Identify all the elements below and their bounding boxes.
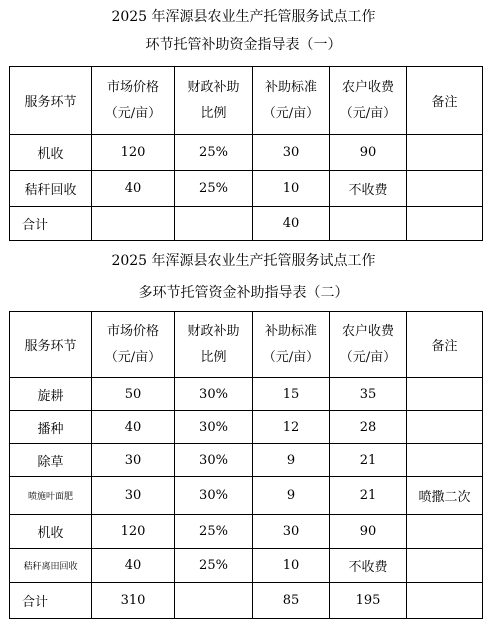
cell-remark: [407, 135, 483, 171]
table2-title-line2: 多环节托管资金补助指导表（二）: [138, 285, 349, 301]
cell-ratio: 30%: [175, 477, 253, 515]
cell-price: 120: [92, 515, 175, 549]
header-farmer-fee: 农户收费 （元/亩）: [330, 312, 407, 378]
table-row: [10, 444, 483, 477]
cell-ratio: 30%: [175, 378, 253, 411]
cell-fee: 90: [330, 515, 407, 549]
cell-standard: 85: [253, 583, 330, 619]
cell-standard: 30: [253, 515, 330, 549]
cell-standard: 30: [253, 135, 330, 171]
cell-price: 40: [92, 411, 175, 444]
cell-price: 40: [92, 549, 175, 583]
cell-standard: 10: [253, 171, 330, 207]
cell-ratio: 30%: [175, 411, 253, 444]
header-subsidy-ratio: 财政补助 比例: [175, 312, 253, 378]
cell-remark: [407, 411, 483, 444]
cell-standard: 12: [253, 411, 330, 444]
table2-total-row: [10, 583, 483, 619]
cell-remark: [407, 515, 483, 549]
cell-service: 机收: [10, 515, 92, 549]
table-row: [10, 378, 483, 411]
cell-service: 合计: [10, 207, 92, 241]
cell-price: 120: [92, 135, 175, 171]
cell-price: 50: [92, 378, 175, 411]
cell-ratio: [175, 207, 253, 241]
cell-price: 310: [92, 583, 175, 619]
table2: [9, 311, 483, 619]
header-farmer-fee: 农户收费 （元/亩）: [330, 67, 407, 135]
table1-title-line1: 2025 年浑源县农业生产托管服务试点工作: [111, 9, 376, 25]
cell-standard: 9: [253, 444, 330, 477]
cell-price: 30: [92, 444, 175, 477]
table-row: [10, 171, 483, 207]
header-market-price: 市场价格 （元/亩）: [92, 312, 175, 378]
cell-service: 机收: [10, 135, 92, 171]
cell-fee: 90: [330, 135, 407, 171]
cell-fee: 不收费: [330, 171, 407, 207]
cell-price: [92, 207, 175, 241]
cell-ratio: 30%: [175, 444, 253, 477]
table1-total-row: [10, 207, 483, 241]
cell-fee: 不收费: [330, 549, 407, 583]
cell-ratio: [175, 583, 253, 619]
header-market-price: 市场价格 （元/亩）: [92, 67, 175, 135]
table-row: [10, 515, 483, 549]
cell-service: 秸秆回收: [10, 171, 92, 207]
table-row: [10, 549, 483, 583]
cell-remark: [407, 207, 483, 241]
header-remark: 备注: [407, 67, 483, 135]
cell-ratio: 25%: [175, 171, 253, 207]
header-remark: 备注: [407, 312, 483, 378]
cell-standard: 9: [253, 477, 330, 515]
table2-title-line1: 2025 年浑源县农业生产托管服务试点工作: [111, 253, 376, 269]
header-subsidy-standard: 补助标准 （元/亩）: [253, 312, 330, 378]
cell-price: 40: [92, 171, 175, 207]
cell-standard: 10: [253, 549, 330, 583]
cell-service: 喷施叶面肥: [10, 477, 92, 515]
cell-remark: [407, 444, 483, 477]
cell-standard: 40: [253, 207, 330, 241]
cell-fee: 28: [330, 411, 407, 444]
cell-service: 播种: [10, 411, 92, 444]
table1: [9, 66, 483, 241]
header-subsidy-ratio: 财政补助 比例: [175, 67, 253, 135]
table1-header-row: [10, 67, 483, 135]
cell-remark: [407, 549, 483, 583]
cell-fee: 21: [330, 444, 407, 477]
table-row: [10, 411, 483, 444]
header-service: 服务环节: [10, 312, 92, 378]
cell-fee: 35: [330, 378, 407, 411]
cell-fee: [330, 207, 407, 241]
cell-remark: [407, 171, 483, 207]
table-row: [10, 135, 483, 171]
cell-remark: 喷撒二次: [407, 477, 483, 515]
cell-price: 30: [92, 477, 175, 515]
table2-header-row: [10, 312, 483, 378]
cell-fee: 195: [330, 583, 407, 619]
table1-title-line2: 环节托管补助资金指导表（一）: [145, 37, 342, 53]
cell-fee: 21: [330, 477, 407, 515]
cell-ratio: 25%: [175, 135, 253, 171]
cell-remark: [407, 378, 483, 411]
cell-standard: 15: [253, 378, 330, 411]
cell-service: 秸秆离田回收: [10, 549, 92, 583]
cell-ratio: 25%: [175, 549, 253, 583]
header-subsidy-standard: 补助标准 （元/亩）: [253, 67, 330, 135]
table-row: [10, 477, 483, 515]
cell-service: 除草: [10, 444, 92, 477]
cell-ratio: 25%: [175, 515, 253, 549]
cell-service: 合计: [10, 583, 92, 619]
cell-remark: [407, 583, 483, 619]
header-service: 服务环节: [10, 67, 92, 135]
cell-service: 旋耕: [10, 378, 92, 411]
